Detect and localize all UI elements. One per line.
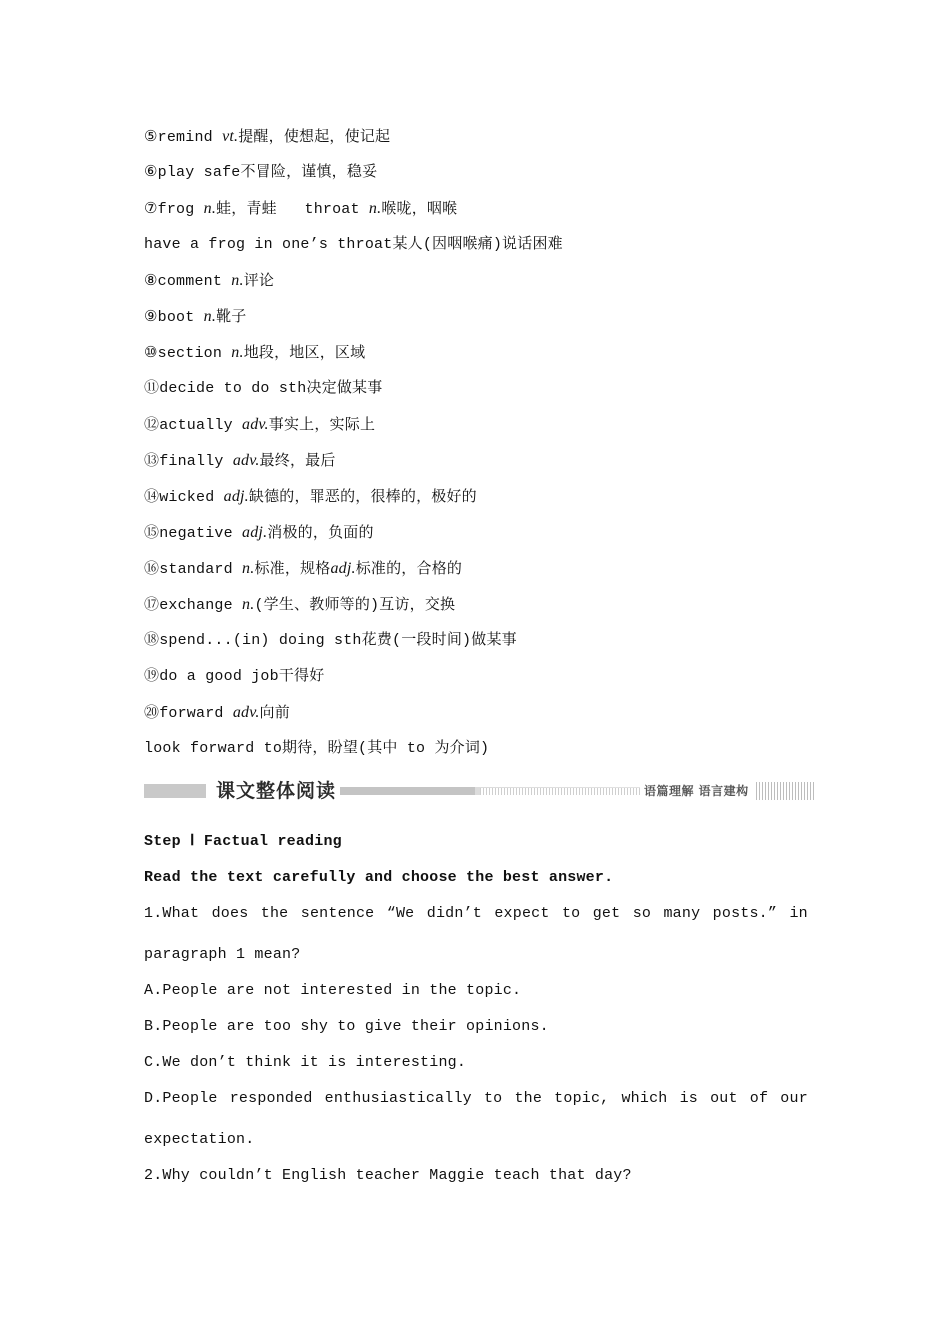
word: which	[621, 1090, 668, 1107]
vocab-item: ⑲do a good job干得好	[144, 668, 325, 685]
banner-right-stripes	[756, 782, 816, 800]
word: topic,	[554, 1090, 610, 1107]
vocab-item: ⑪decide to do sth决定做某事	[144, 380, 383, 397]
vocab-item: ⑯standard n.标准，规格adj.标准的，合格的	[144, 560, 463, 578]
word: the	[260, 905, 289, 922]
word: D.People	[144, 1090, 218, 1107]
word: expect	[494, 905, 550, 922]
word: does	[211, 905, 249, 922]
word: so	[632, 905, 652, 922]
word: enthusiastically	[324, 1090, 472, 1107]
word: didn’t	[426, 905, 482, 922]
word: get	[592, 905, 621, 922]
option-c: C.We don’t think it is interesting.	[144, 1054, 467, 1071]
section-banner	[144, 778, 816, 804]
vocab-item: ⑫actually adv.事实上，实际上	[144, 416, 376, 434]
step-instruction: Read the text carefully and choose the best answer.	[144, 869, 614, 886]
word: sentence	[300, 905, 375, 922]
word: to	[483, 1090, 503, 1107]
vocab-phrase: look forward to期待，盼望(其中 to 为介词)	[144, 740, 490, 757]
question-1-line-1	[144, 904, 808, 924]
vocab-item: ⑨boot n.靴子	[144, 308, 247, 326]
word: the	[514, 1090, 543, 1107]
word: in	[789, 905, 808, 922]
step-heading: Step Ⅰ Factual reading	[144, 833, 342, 850]
vocab-item: ⑬finally adv.最终，最后	[144, 452, 336, 470]
vocab-item: ⑧comment n.评论	[144, 272, 275, 290]
banner-stripes	[480, 788, 642, 795]
question-1-line-2: paragraph 1 mean?	[144, 946, 301, 963]
vocab-phrase: have a frog in one’s throat某人(因咽喉痛)说话困难	[144, 236, 563, 253]
vocab-item: ⑤remind vt.提醒，使想起，使记起	[144, 128, 391, 146]
vocab-item: ⑥play safe不冒险，谨慎，稳妥	[144, 164, 378, 181]
word: many	[663, 905, 701, 922]
word: of	[749, 1090, 769, 1107]
vocab-item: ⑦frog n.蛙，青蛙 throat n.喉咙，咽喉	[144, 200, 458, 218]
vocab-item: ⑱spend...(in) doing sth花费(一段时间)做某事	[144, 632, 517, 649]
word: posts.”	[712, 905, 778, 922]
banner-left-bar	[144, 784, 206, 798]
banner-right-text: 语篇理解 语言建构	[644, 784, 749, 798]
option-d-line-1	[144, 1089, 808, 1109]
word: responded	[229, 1090, 313, 1107]
vocab-item: ⑭wicked adj.缺德的，罪恶的，很棒的，极好的	[144, 488, 477, 506]
vocab-item: ⑩section n.地段，地区，区域	[144, 344, 366, 362]
vocab-item: ⑮negative adj.消极的，负面的	[144, 524, 374, 542]
word: to	[561, 905, 581, 922]
banner-title: 课文整体阅读	[216, 780, 337, 802]
option-d-line-2: expectation.	[144, 1131, 255, 1148]
question-2: 2.Why couldn’t English teacher Maggie teach that day?	[144, 1167, 632, 1184]
vocab-item: ⑳forward adv.向前	[144, 704, 290, 722]
word: “We	[386, 905, 415, 922]
word: is	[679, 1090, 698, 1107]
vocab-item: ⑰exchange n.(学生、教师等的)互访，交换	[144, 596, 456, 614]
option-b: B.People are too shy to give their opinions.	[144, 1018, 549, 1035]
word: out	[710, 1090, 738, 1107]
option-a: A.People are not interested in the topic.	[144, 982, 522, 999]
word: our	[780, 1090, 808, 1107]
word: 1.What	[144, 905, 200, 922]
